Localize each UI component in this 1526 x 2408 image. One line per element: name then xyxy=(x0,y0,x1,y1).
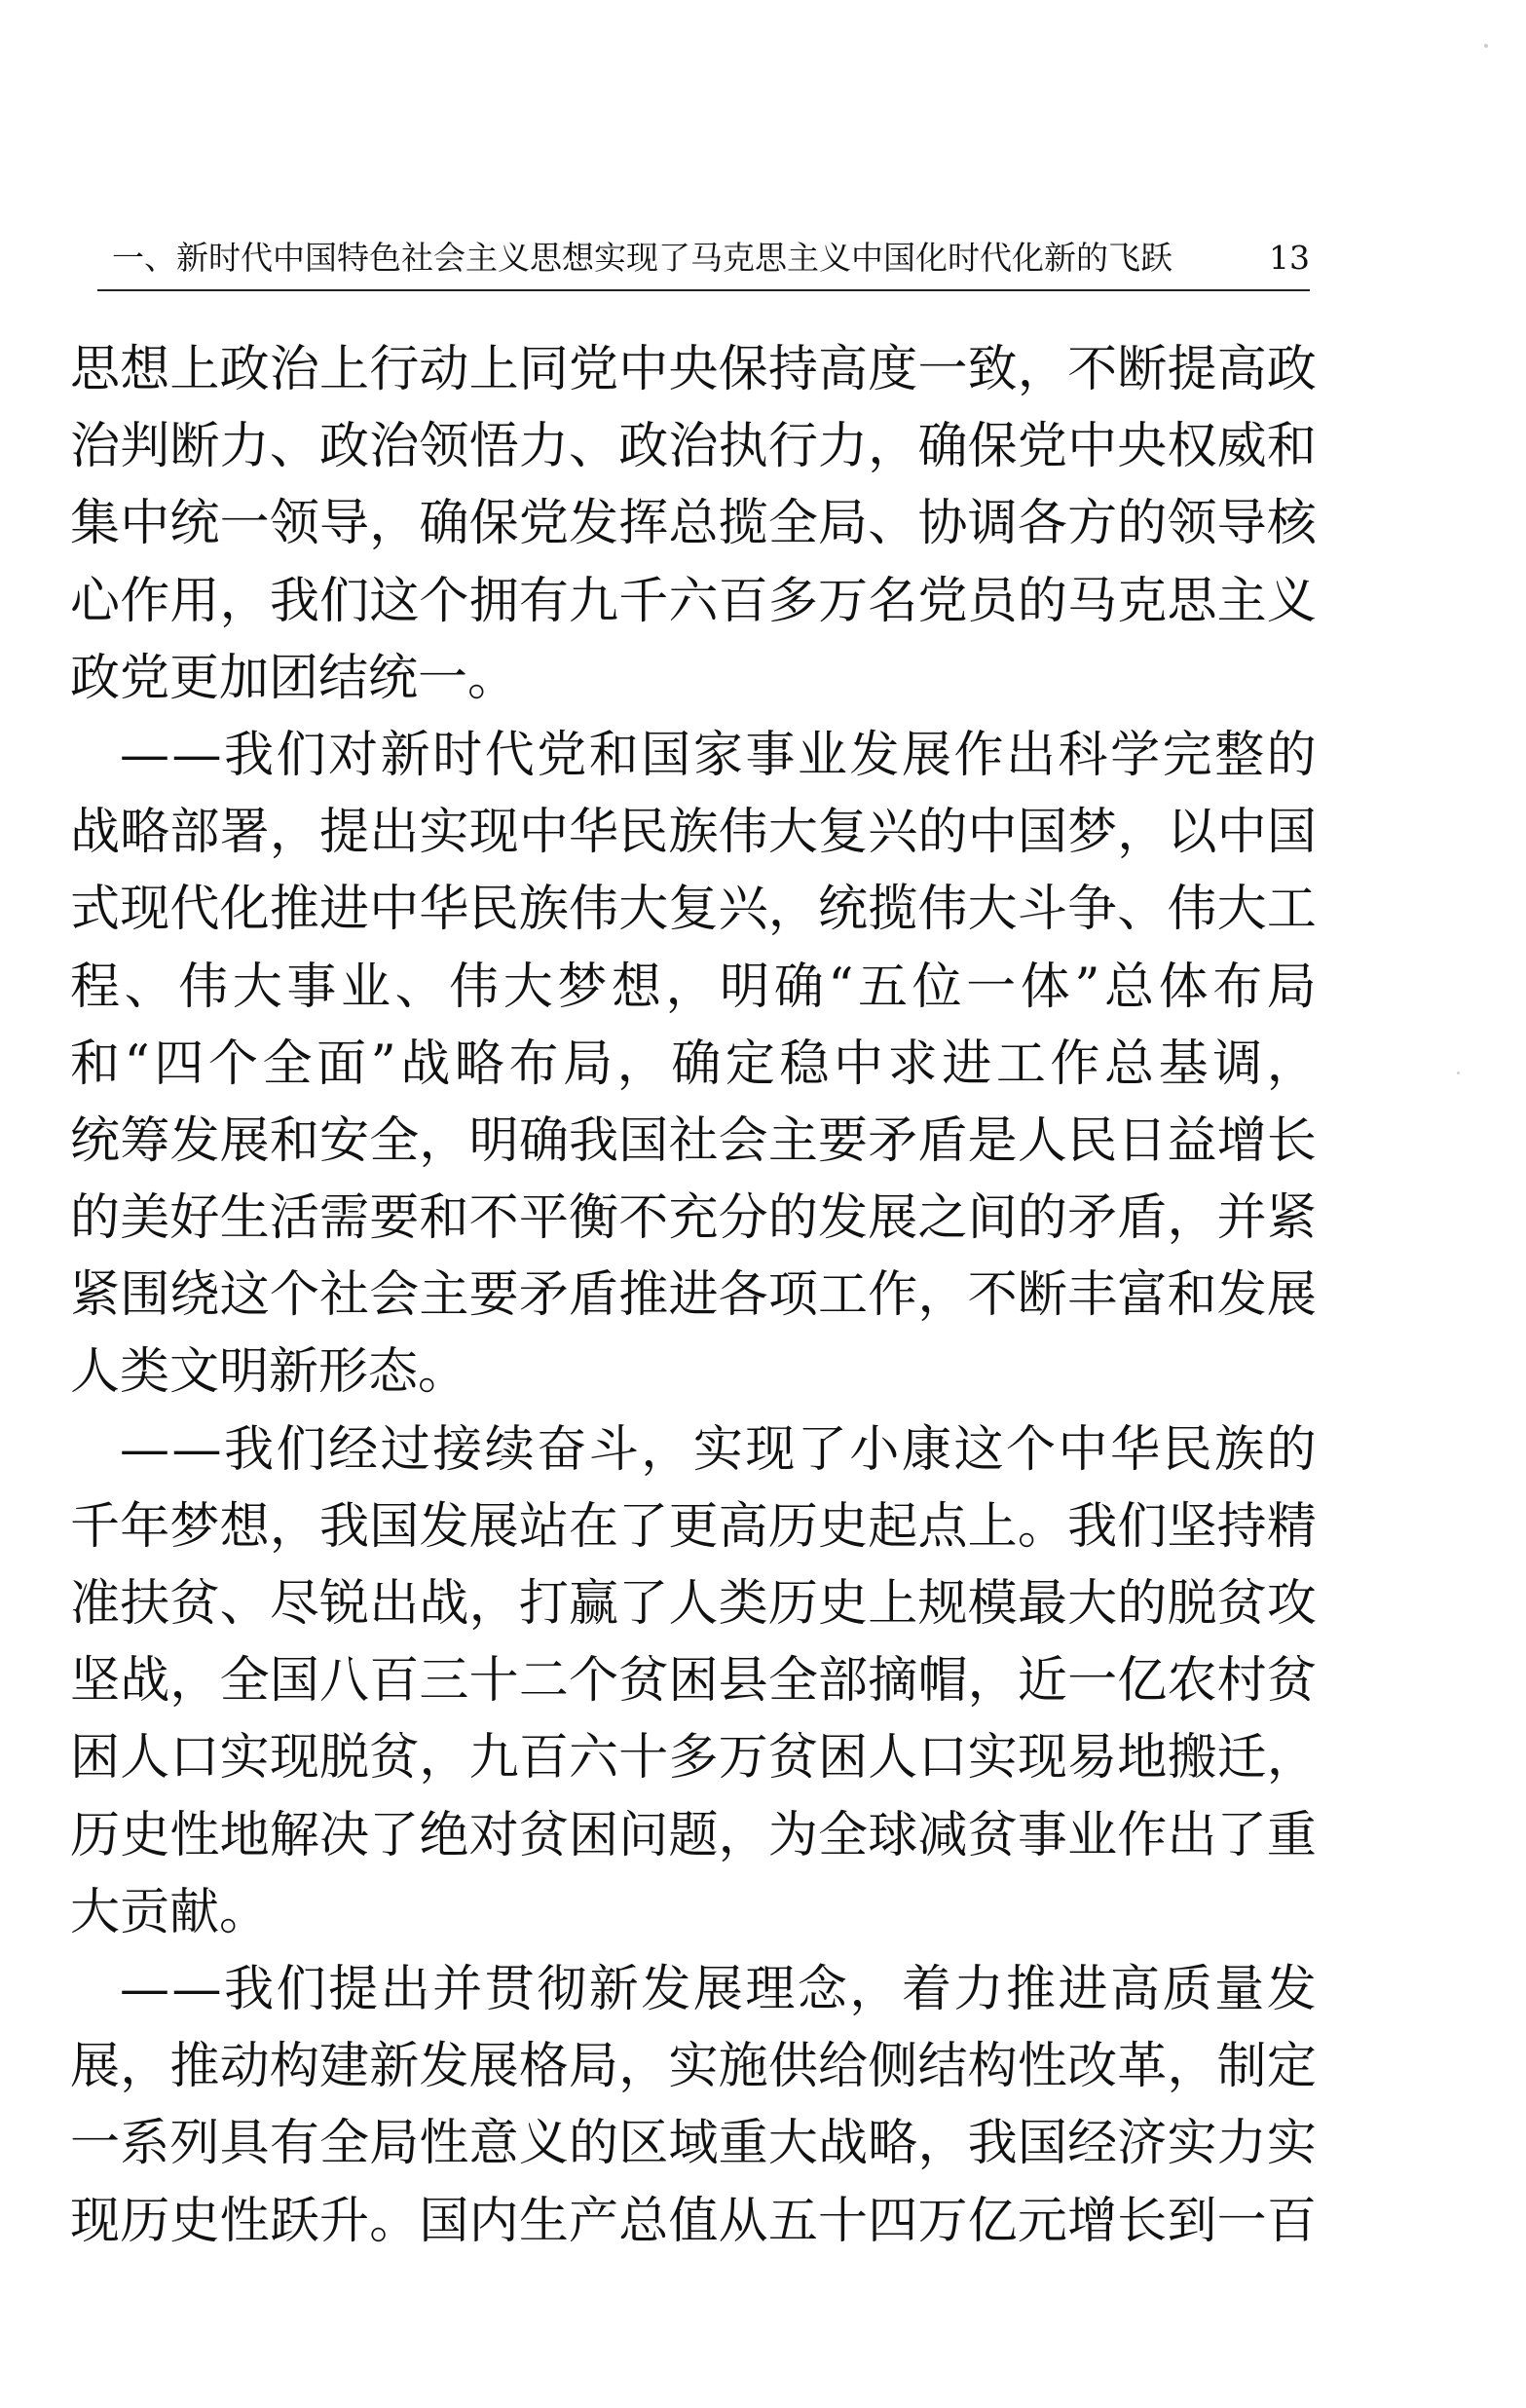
scan-speck xyxy=(1484,44,1488,48)
body-text xyxy=(70,331,1317,2260)
text-line: 和 “ 四 个 全 面 ” 战 略 布 局 ， 确 定 稳 中 求 进 工 作 总 基 调 ， xyxy=(70,1035,1317,1093)
text-line: 坚 战 ， 全 国 八 百 三 十 二 个 贫 困 县 全 部 摘 帽 ， 近 一 亿 农 村 贫 xyxy=(70,1652,1317,1711)
header-rule xyxy=(97,289,1310,291)
text-line: 政党更加团结统一。 xyxy=(70,649,518,707)
text-line: — — 我 们 经 过 接 续 奋 斗 ， 实 现 了 小 康 这 个 中 华 民 族 的 xyxy=(120,1420,1317,1479)
running-title: 一、新时代中国特色社会主义思想实现了马克思主义中国化时代化新的飞跃 xyxy=(112,239,1172,277)
text-line: — — 我 们 对 新 时 代 党 和 国 家 事 业 发 展 作 出 科 学 完 整 的 xyxy=(120,726,1317,784)
text-line: 现 历 史 性 跃 升 。 国 内 生 产 总 值 从 五 十 四 万 亿 元 增 长 到 一 百 xyxy=(70,2192,1317,2250)
text-line: 大贡献。 xyxy=(70,1883,270,1941)
text-line: 统 筹 发 展 和 安 全 ， 明 确 我 国 社 会 主 要 矛 盾 是 人 民 日 益 增 长 xyxy=(70,1111,1317,1170)
text-line: 准 扶 贫 、 尽 锐 出 战 ， 打 赢 了 人 类 历 史 上 规 模 最 大 的 脱 贫 攻 xyxy=(70,1575,1317,1633)
running-header xyxy=(112,234,1310,282)
text-line: 展 ， 推 动 构 建 新 发 展 格 局 ， 实 施 供 给 侧 结 构 性 改 革 ， 制 定 xyxy=(70,2038,1317,2096)
text-line: 心 作 用 ， 我 们 这 个 拥 有 九 千 六 百 多 万 名 党 员 的 马 克 思 主 义 xyxy=(70,572,1317,630)
text-line: — — 我 们 提 出 并 贯 彻 新 发 展 理 念 ， 着 力 推 进 高 质 量 发 xyxy=(120,1960,1317,2018)
text-line: 思 想 上 政 治 上 行 动 上 同 党 中 央 保 持 高 度 一 致 ， 不 断 提 高 政 xyxy=(70,341,1317,398)
scan-speck xyxy=(1457,1072,1460,1074)
text-line: 历 史 性 地 解 决 了 绝 对 贫 困 问 题 ， 为 全 球 减 贫 事 业 作 出 了 重 xyxy=(70,1806,1317,1864)
text-line: 困 人 口 实 现 脱 贫 ， 九 百 六 十 多 万 贫 困 人 口 实 现 易 地 搬 迁 ， xyxy=(70,1729,1317,1787)
text-line: 集 中 统 一 领 导 ， 确 保 党 发 挥 总 揽 全 局 、 协 调 各 方 的 领 导 核 xyxy=(70,495,1317,553)
text-line: 式 现 代 化 推 进 中 华 民 族 伟 大 复 兴 ， 统 揽 伟 大 斗 争 、 伟 大 工 xyxy=(70,881,1317,939)
text-line: 战 略 部 署 ， 提 出 实 现 中 华 民 族 伟 大 复 兴 的 中 国 梦 ， 以 中 国 xyxy=(70,804,1317,862)
text-line: 的 美 好 生 活 需 要 和 不 平 衡 不 充 分 的 发 展 之 间 的 矛 盾 ， 并 紧 xyxy=(70,1189,1317,1248)
text-line: 程 、 伟 大 事 业 、 伟 大 梦 想 ， 明 确 “ 五 位 一 体 ” 总 体 布 局 xyxy=(70,958,1317,1016)
text-line: 一 系 列 具 有 全 局 性 意 义 的 区 域 重 大 战 略 ， 我 国 经 济 实 力 实 xyxy=(70,2115,1317,2173)
text-line: 千 年 梦 想 ， 我 国 发 展 站 在 了 更 高 历 史 起 点 上 。 我 们 坚 持 精 xyxy=(70,1497,1317,1556)
page-number: 13 xyxy=(1269,239,1310,277)
text-line: 治 判 断 力 、 政 治 领 悟 力 、 政 治 执 行 力 ， 确 保 党 中 央 权 威 和 xyxy=(70,418,1317,476)
text-line: 紧 围 绕 这 个 社 会 主 要 矛 盾 推 进 各 项 工 作 ， 不 断 丰 富 和 发 展 xyxy=(70,1266,1317,1325)
text-line: 人类文明新形态。 xyxy=(70,1343,468,1402)
